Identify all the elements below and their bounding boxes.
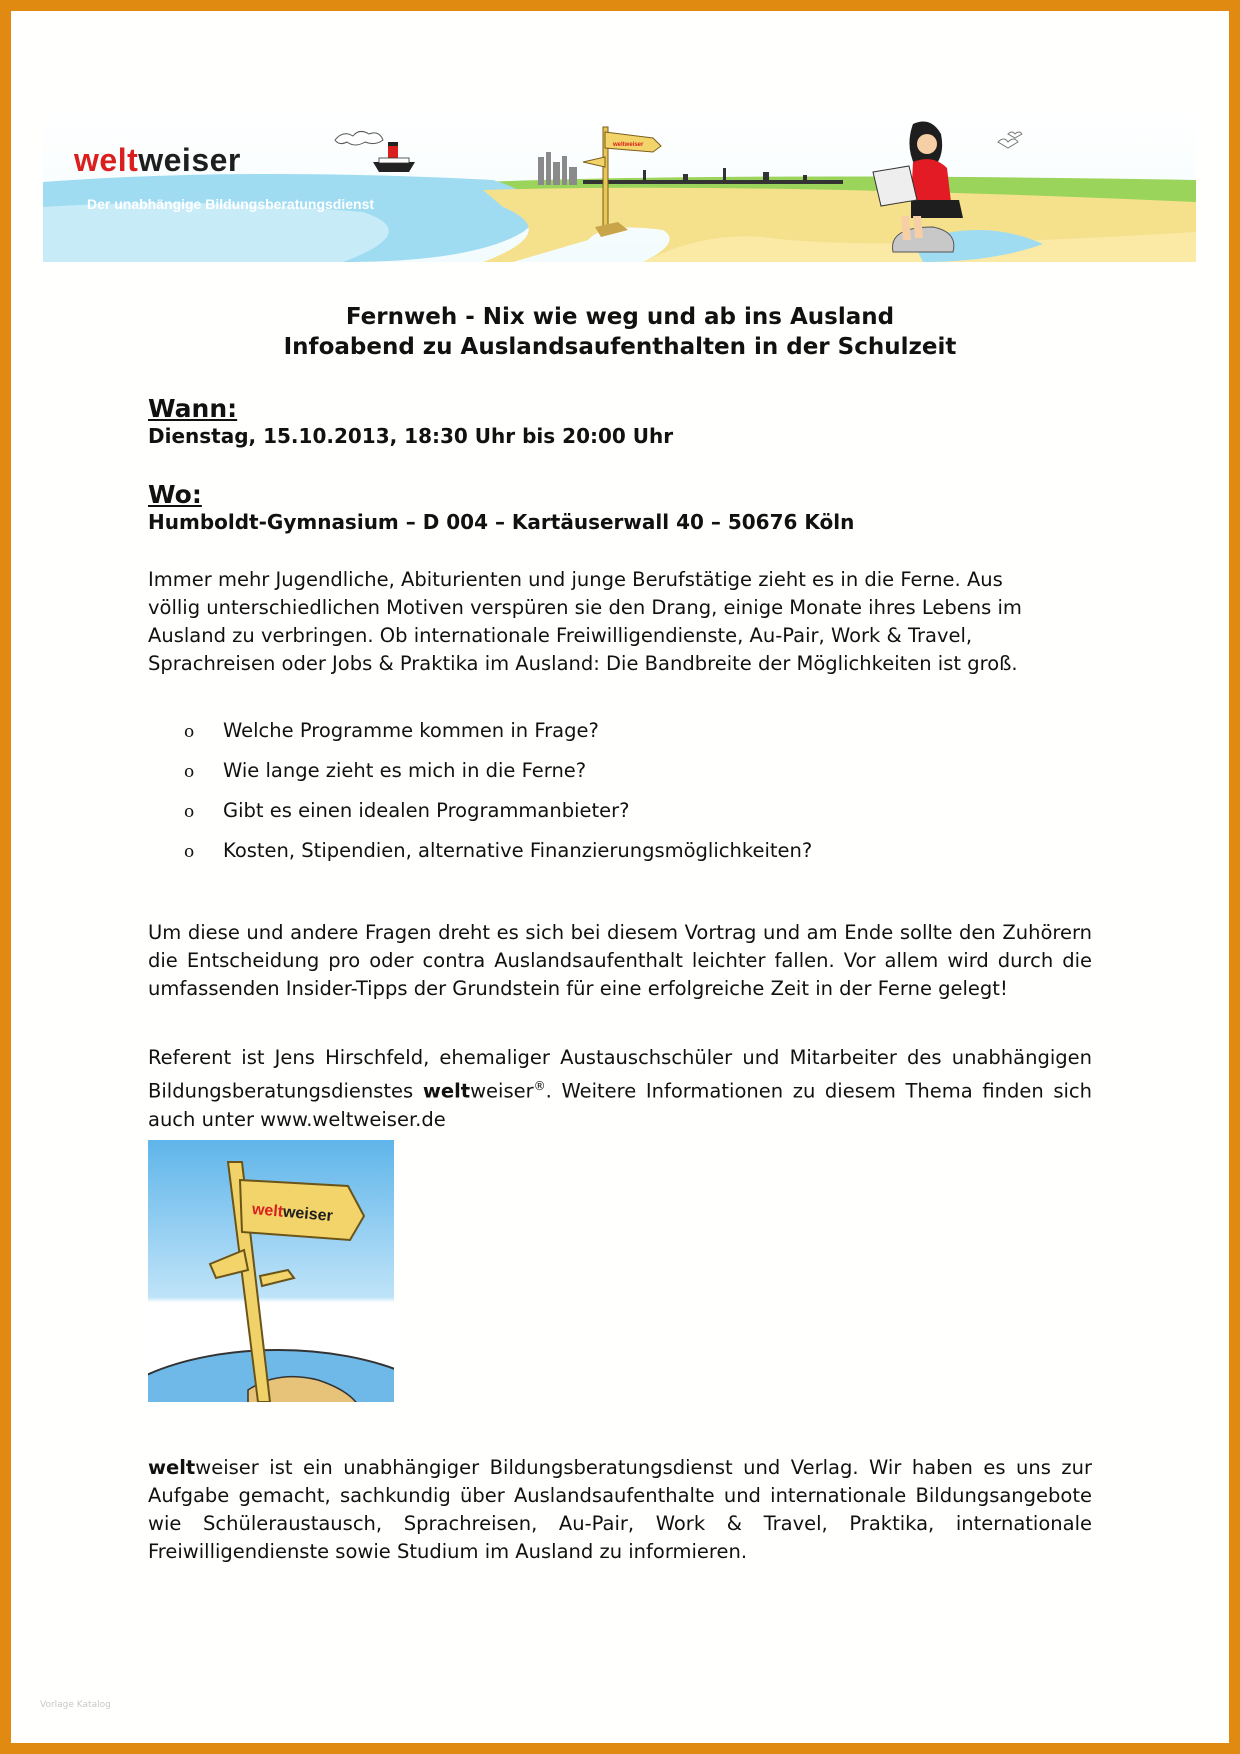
wo-value: Humboldt-Gymnasium – D 004 – Kartäuserwall 40 – 50676 Köln <box>148 510 855 534</box>
about-paragraph <box>148 1454 1092 1566</box>
question-list <box>148 716 1048 876</box>
referent-text-after: . Weitere Informationen zu diesem Thema finden sich auch unter www.weltweiser.de <box>148 1079 1092 1131</box>
brand-rest: weiser <box>470 1079 534 1103</box>
wann-value: Dienstag, 15.10.2013, 18:30 Uhr bis 20:00 Uhr <box>148 424 674 448</box>
banner-tagline: Der unabhängige Bildungsberatungsdienst <box>87 196 375 212</box>
wo-label: Wo: <box>148 480 202 509</box>
bullet-marker: o <box>184 722 195 742</box>
logo-dark-part: weiser <box>138 142 241 178</box>
list-item-text: Welche Programme kommen in Frage? <box>223 719 599 742</box>
referent-paragraph <box>148 1044 1092 1134</box>
about-brand-bold: welt <box>148 1456 196 1479</box>
bullet-marker: o <box>184 762 195 782</box>
logo-red-part: welt <box>74 142 139 178</box>
list-item <box>148 756 1048 796</box>
svg-text:weltweiser: weltweiser <box>613 142 644 148</box>
bullet-marker: o <box>184 842 195 862</box>
page-title <box>0 302 1240 362</box>
title-line-2: Infoabend zu Auslandsaufenthalten in der Schulzeit <box>283 334 957 360</box>
banner-illustration <box>43 112 1196 262</box>
list-item-text: Wie lange zieht es mich in die Ferne? <box>223 759 587 782</box>
list-item <box>148 796 1048 836</box>
sign-text-dark: weiser <box>282 1203 334 1226</box>
intro-line: Ausland zu verbringen. Ob internationale Freiwilligendienste, Au-Pair, Work & Travel, <box>148 624 973 647</box>
list-item <box>148 836 1048 876</box>
intro-paragraph <box>148 566 1092 678</box>
signpost-globe-image <box>148 1140 394 1402</box>
about-text: weiser ist ein unabhängiger Bildungsberatungsdienst und Verlag. Wir haben es uns zur Aufgabe gemacht, sachkundig über Auslandsaufenthalte und internationale Bildungsangebote wie Schüleraustausch, Sprachreisen, Au-Pair, Work & Travel, Praktika, internationale Freiwilligendienste sowie Studium im Ausland zu informieren. <box>148 1456 1092 1563</box>
list-item-text: Gibt es einen idealen Programmanbieter? <box>223 799 630 822</box>
footer-watermark: Vorlage Katalog <box>40 1700 111 1710</box>
list-item <box>148 716 1048 756</box>
weltweiser-logo <box>74 142 241 179</box>
intro-line: Immer mehr Jugendliche, Abiturienten und junge Berufstätige zieht es in die Ferne. Aus <box>148 568 1003 591</box>
body-paragraph: Um diese und andere Fragen dreht es sich bei diesem Vortrag und am Ende sollte den Zuhörern die Entscheidung pro oder contra Auslandsaufenthalt leichter fallen. Vor allem wird durch die umfassenden Insider-Tipps der Grundstein für eine erfolgreiche Zeit in der Ferne gelegt! <box>148 921 1092 1000</box>
intro-line: völlig unterschiedlichen Motiven verspüren sie den Drang, einige Monate ihres Lebens im <box>148 596 1022 619</box>
header-banner <box>43 112 1196 262</box>
referent-text: Referent ist Jens Hirschfeld, ehemaliger Austauschschüler und Mitarbeiter des unabhängigen Bildungsberatungsdienstes <box>148 1046 1092 1103</box>
brand-bold: welt <box>422 1079 471 1103</box>
intro-line: Sprachreisen oder Jobs & Praktika im Ausland: Die Bandbreite der Möglichkeiten ist groß. <box>148 652 1018 675</box>
wann-label: Wann: <box>148 394 238 423</box>
registered-mark: ® <box>533 1079 546 1093</box>
title-line-1: Fernweh - Nix wie weg und ab ins Ausland <box>345 304 895 330</box>
sign-text-red: welt <box>251 1201 284 1221</box>
list-item-text: Kosten, Stipendien, alternative Finanzierungsmöglichkeiten? <box>223 839 813 862</box>
bullet-marker: o <box>184 802 195 822</box>
